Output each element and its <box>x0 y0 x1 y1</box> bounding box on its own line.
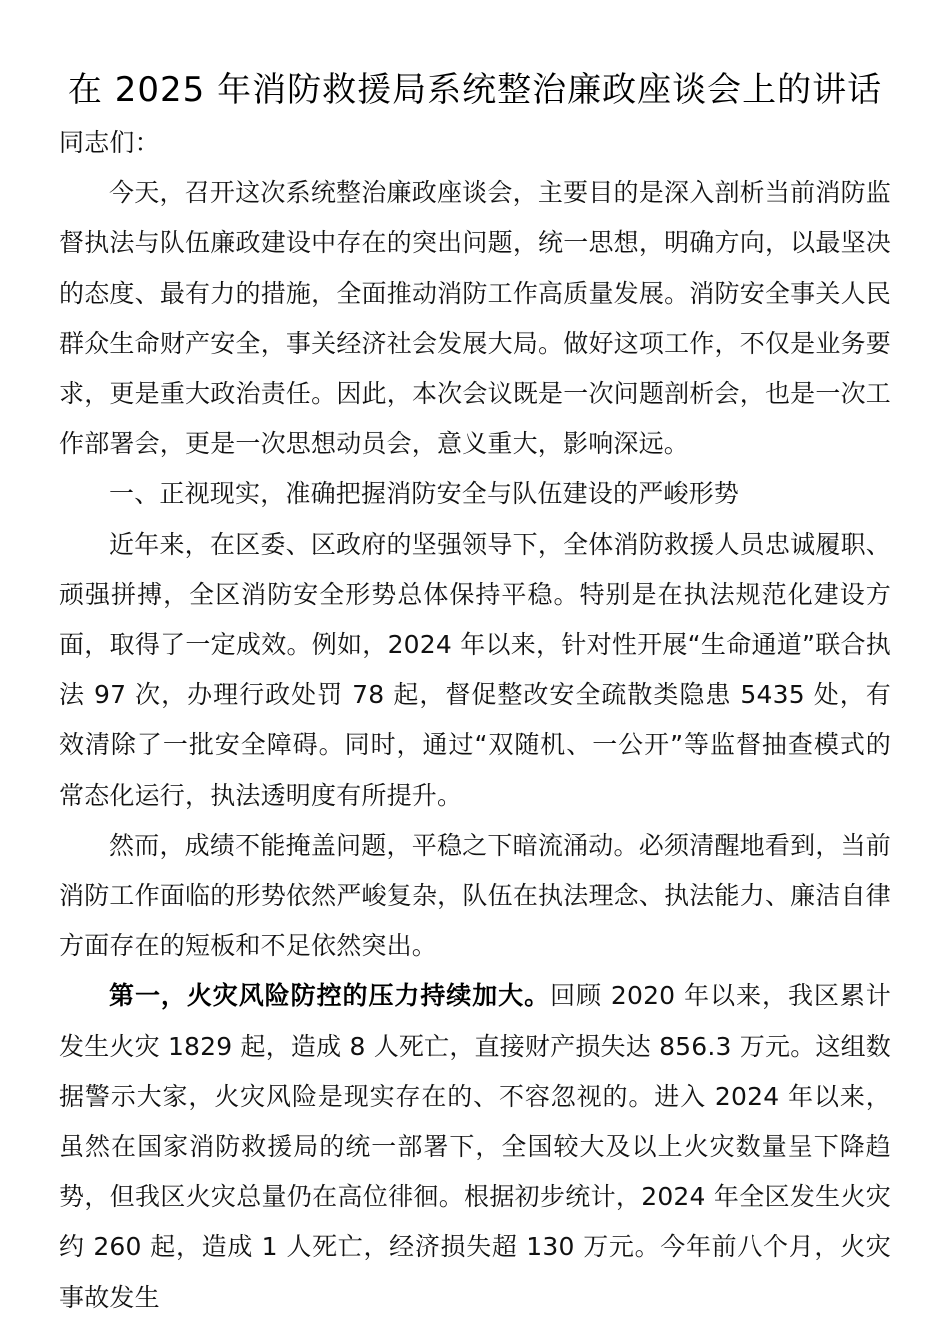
paragraph-achievements <box>59 520 891 821</box>
paragraph-achievements-text: 近年来，在区委、区政府的坚强领导下，全体消防救援人员忠诚履职、顽强拼搏，全区消防安全形势总体保持平稳。特别是在执法规范化建设方面，取得了一定成效。例如，2024 年以来，针对性开展“生命通道”联合执法 97 次，办理行政处罚 78 起，督促整改安全疏散类隐患 5435 处，有效清除了一批安全障碍。同时，通过“双随机、一公开”等监督抽查模式的常态化运行，执法透明度有所提升。 <box>59 529 891 810</box>
document-body <box>59 118 891 1323</box>
paragraph-fire-risk <box>59 971 891 1322</box>
section-heading-1 <box>59 469 891 519</box>
salutation: 同志们： <box>59 128 160 157</box>
document-title: 在 2025 年消防救援局系统整治廉政座谈会上的讲话 <box>67 70 883 110</box>
paragraph-challenges <box>59 821 891 972</box>
paragraph-opening <box>59 168 891 469</box>
section-heading-1-text: 一、正视现实，准确把握消防安全与队伍建设的严峻形势 <box>109 479 740 509</box>
fire-risk-lead: 第一，火灾风险防控的压力持续加大。 <box>109 981 551 1011</box>
paragraph-challenges-text: 然而，成绩不能掩盖问题，平稳之下暗流涌动。必须清醒地看到，当前消防工作面临的形势依然严峻复杂，队伍在执法理念、执法能力、廉洁自律方面存在的短板和不足依然突出。 <box>59 830 891 961</box>
fire-risk-text: 回顾 2020 年以来，我区累计发生火灾 1829 起，造成 8 人死亡，直接财产损失达 856.3 万元。这组数据警示大家，火灾风险是现实存在的、不容忽视的。进入 2024 年以来，虽然在国家消防救援局的统一部署下，全国较大及以上火灾数量呈下降趋势，但我区火灾总量仍在高位徘徊。根据初步统计，2024 年全区发生火灾约 260 起，造成 1 人死亡，经济损失超 130 万元。今年前八个月，火灾事故发生 <box>59 981 891 1312</box>
paragraph-opening-text: 今天，召开这次系统整治廉政座谈会，主要目的是深入剖析当前消防监督执法与队伍廉政建设中存在的突出问题，统一思想，明确方向，以最坚决的态度、最有力的措施，全面推动消防工作高质量发展。消防安全事关人民群众生命财产安全，事关经济社会发展大局。做好这项工作，不仅是业务要求，更是重大政治责任。因此，本次会议既是一次问题剖析会，也是一次工作部署会，更是一次思想动员会，意义重大，影响深远。 <box>59 178 891 459</box>
